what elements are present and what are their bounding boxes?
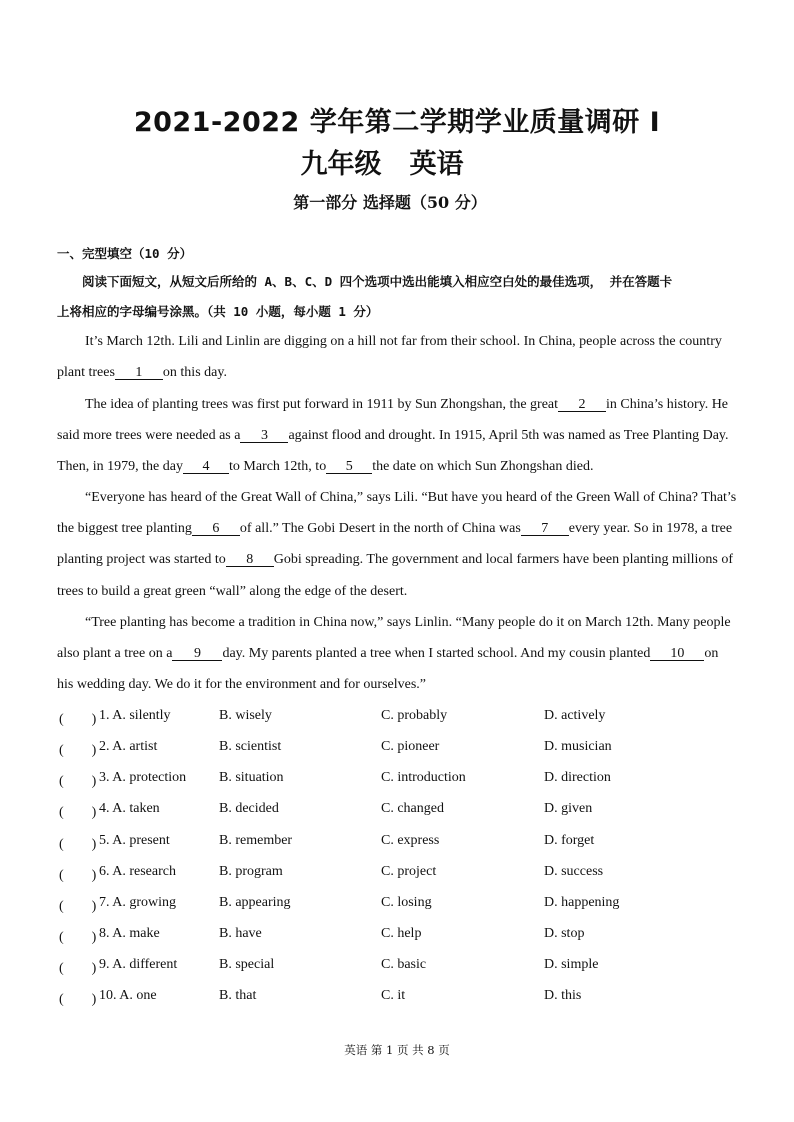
blank-8: 8 <box>226 553 274 567</box>
page-footer: 英语 第 1 页 共 8 页 <box>344 1043 450 1057</box>
instruction-line: 上将相应的字母编号涂黑。（共 10 小题，每小题 1 分） <box>57 304 379 319</box>
passage-text: day. My parents planted a tree when I started school. And my cousin planted <box>222 646 651 661</box>
option-b: B. appearing <box>219 895 291 910</box>
option-d: D. actively <box>544 708 606 723</box>
passage-text: on <box>704 646 719 661</box>
option-b: B. wisely <box>219 708 272 723</box>
question-row <box>57 833 743 853</box>
passage-line: trees to build a great green “wall” along the edge of the desert. <box>57 584 408 599</box>
passage-text: in China’s history. He <box>606 397 729 412</box>
passage-line: It’s March 12th. Lili and Linlin are digging on a hill not far from their school. In China, people across the country <box>85 334 722 349</box>
answer-bracket[interactable]: ( ) <box>59 805 97 820</box>
section-heading: 一、完型填空（10 分） <box>57 246 193 261</box>
part-title: 第一部分 选择题（50 分） <box>293 193 487 212</box>
option-a: 4. A. taken <box>99 801 160 816</box>
option-a: 9. A. different <box>99 957 178 972</box>
option-b: B. decided <box>219 801 279 816</box>
passage-line <box>57 459 743 475</box>
passage-text: also plant a tree on a <box>57 646 173 661</box>
option-c: C. probably <box>381 708 448 723</box>
question-row <box>57 957 743 977</box>
passage-line <box>57 646 743 662</box>
question-row <box>57 801 743 821</box>
question-row <box>57 988 743 1008</box>
passage-text: of all.” The Gobi Desert in the north of China was <box>239 521 521 536</box>
question-row <box>57 770 743 790</box>
option-b: B. have <box>219 926 262 941</box>
option-d: D. musician <box>544 739 612 754</box>
answer-bracket[interactable]: ( ) <box>59 868 97 883</box>
option-b: B. remember <box>219 833 293 848</box>
option-c: C. pioneer <box>381 739 440 754</box>
option-c: C. help <box>381 926 422 941</box>
exam-title: 2021-2022 学年第二学期学业质量调研 I <box>133 107 661 138</box>
passage-line: “Everyone has heard of the Great Wall of China,” says Lili. “But have you heard of the Green Wall of China? That’s <box>85 490 737 505</box>
option-a: 1. A. silently <box>99 708 171 723</box>
answer-bracket[interactable]: ( ) <box>59 743 97 758</box>
answer-bracket[interactable]: ( ) <box>59 930 97 945</box>
blank-1: 1 <box>115 366 163 380</box>
option-c: C. basic <box>381 957 427 972</box>
blank-5: 5 <box>326 460 372 474</box>
blank-6: 6 <box>192 522 240 536</box>
passage-text: Gobi spreading. The government and local farmers have been planting millions of <box>273 552 734 567</box>
option-d: D. happening <box>544 895 620 910</box>
passage-text: plant trees <box>57 365 115 380</box>
subject-label: 英语 <box>409 149 464 180</box>
option-d: D. direction <box>544 770 611 785</box>
passage-text: every year. So in 1978, a tree <box>568 521 733 536</box>
option-b: B. situation <box>219 770 284 785</box>
option-b: B. program <box>219 864 283 879</box>
option-b: B. that <box>219 988 257 1003</box>
passage-text: said more trees were needed as a <box>57 428 241 443</box>
option-d: D. this <box>544 988 582 1003</box>
passage-line <box>57 397 771 413</box>
option-c: C. project <box>381 864 437 879</box>
blank-10: 10 <box>650 647 704 661</box>
question-row <box>57 739 743 759</box>
passage-text: the date on which Sun Zhongshan died. <box>372 459 594 474</box>
passage-text: on this day. <box>162 365 227 380</box>
passage-text: planting project was started to <box>57 552 226 567</box>
answer-bracket[interactable]: ( ) <box>59 712 97 727</box>
passage-text: to March 12th, to <box>228 459 327 474</box>
option-c: C. changed <box>381 801 444 816</box>
question-row <box>57 895 743 915</box>
passage-text: The idea of planting trees was first put forward in 1911 by Sun Zhongshan, the great <box>85 397 559 412</box>
option-c: C. it <box>381 988 406 1003</box>
passage-line <box>57 428 743 444</box>
option-a: 7. A. growing <box>99 895 176 910</box>
option-c: C. introduction <box>381 770 466 785</box>
answer-bracket[interactable]: ( ) <box>59 899 97 914</box>
option-a: 2. A. artist <box>99 739 158 754</box>
answer-bracket[interactable]: ( ) <box>59 774 97 789</box>
option-a: 6. A. research <box>99 864 176 879</box>
question-row <box>57 864 743 884</box>
blank-4: 4 <box>183 460 229 474</box>
passage-line <box>57 365 743 381</box>
option-c: C. express <box>381 833 440 848</box>
option-d: D. forget <box>544 833 595 848</box>
option-d: D. stop <box>544 926 585 941</box>
option-b: B. scientist <box>219 739 282 754</box>
option-a: 8. A. make <box>99 926 160 941</box>
answer-bracket[interactable]: ( ) <box>59 961 97 976</box>
option-c: C. losing <box>381 895 432 910</box>
grade-label: 九年级 <box>300 149 382 180</box>
blank-9: 9 <box>172 647 222 661</box>
passage-line: his wedding day. We do it for the environment and for ourselves.” <box>57 677 427 692</box>
option-d: D. given <box>544 801 593 816</box>
passage-text: against flood and drought. In 1915, April 5th was named as Tree Planting Day. <box>288 428 729 443</box>
option-a: 10. A. one <box>99 988 157 1003</box>
question-row <box>57 708 743 728</box>
option-a: 5. A. present <box>99 833 170 848</box>
passage-text: Then, in 1979, the day <box>57 459 183 474</box>
blank-7: 7 <box>521 522 569 536</box>
passage-line <box>57 552 743 568</box>
option-d: D. simple <box>544 957 599 972</box>
option-b: B. special <box>219 957 275 972</box>
answer-bracket[interactable]: ( ) <box>59 992 97 1007</box>
question-row <box>57 926 743 946</box>
instruction-line: 阅读下面短文，从短文后所给的 A、B、C、D 四个选项中选出能填入相应空白处的最佳选项， 并在答题卡 <box>82 274 673 289</box>
answer-bracket[interactable]: ( ) <box>59 837 97 852</box>
blank-2: 2 <box>558 398 606 412</box>
passage-line: “Tree planting has become a tradition in China now,” says Linlin. “Many people do it on March 12th. Many people <box>85 615 731 630</box>
option-d: D. success <box>544 864 604 879</box>
exam-subtitle <box>0 142 764 181</box>
blank-3: 3 <box>240 429 288 443</box>
option-a: 3. A. protection <box>99 770 187 785</box>
passage-text: the biggest tree planting <box>57 521 192 536</box>
passage-line <box>57 521 743 537</box>
